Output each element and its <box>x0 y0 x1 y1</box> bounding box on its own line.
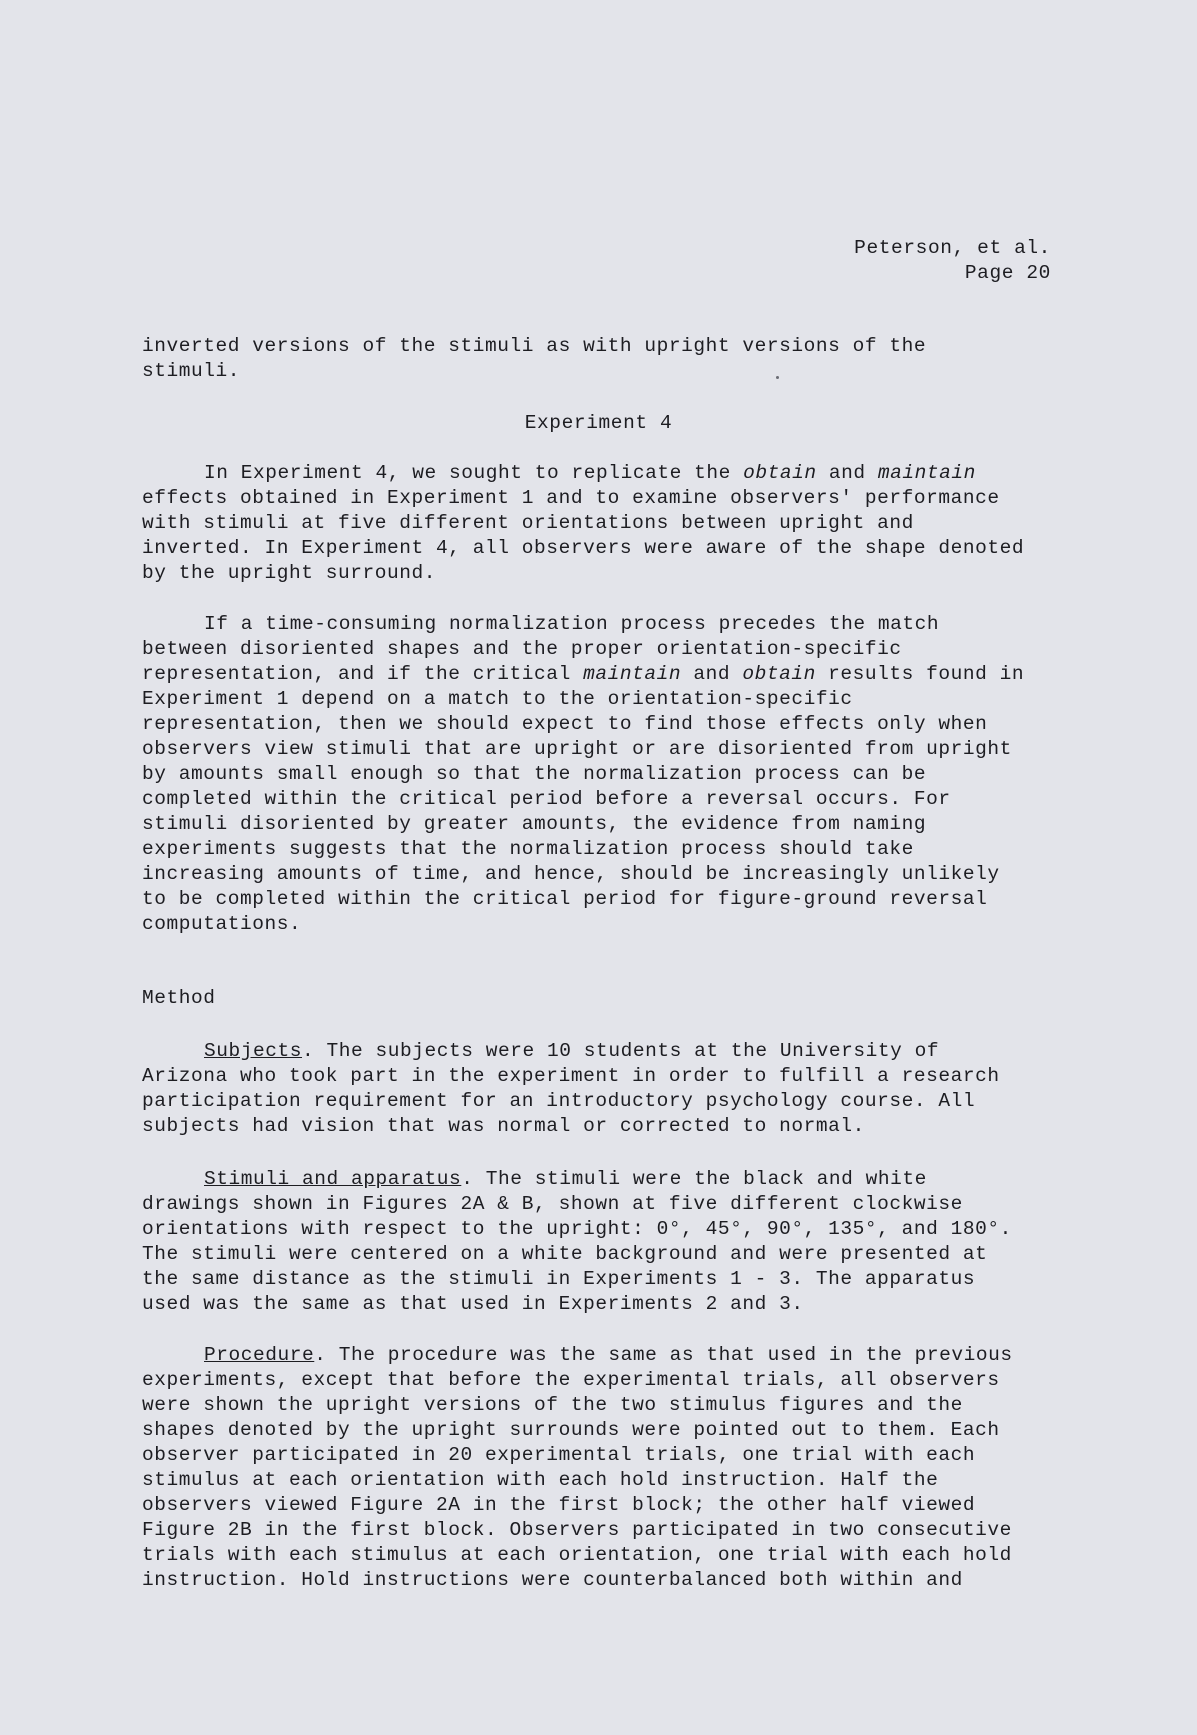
page-header <box>854 236 1051 286</box>
text-line: Stimuli and apparatus. The stimuli were the black and white <box>204 1168 927 1190</box>
subjects-label: Subjects <box>204 1040 303 1062</box>
text-line: with stimuli at five different orientations between upright and <box>142 512 914 534</box>
text-line: participation requirement for an introductory psychology course. All <box>142 1090 976 1112</box>
text-line: Experiment 1 depend on a match to the orientation-specific <box>142 688 853 710</box>
text-line: by the upright surround. <box>142 562 437 584</box>
text-line: inverted. In Experiment 4, all observers were aware of the shape denoted <box>142 537 1025 559</box>
paragraph-intro <box>142 461 1056 586</box>
continuation-paragraph <box>142 334 1056 384</box>
text-line: observers view stimuli that are upright or are disoriented from upright <box>142 738 1012 760</box>
stimuli-label: Stimuli and apparatus <box>204 1168 462 1190</box>
text-line: stimuli disoriented by greater amounts, the evidence from naming <box>142 813 927 835</box>
text-line: orientations with respect to the upright: 0°, 45°, 90°, 135°, and 180°. <box>142 1218 1012 1240</box>
text-line: instruction. Hold instructions were counterbalanced both within and <box>142 1569 963 1591</box>
experiment-heading: Experiment 4 <box>524 412 673 434</box>
procedure-label: Procedure <box>204 1344 315 1366</box>
text-line: stimulus at each orientation with each hold instruction. Half the <box>142 1469 939 1491</box>
text-line: increasing amounts of time, and hence, should be increasingly unlikely <box>142 863 1000 885</box>
text-line: In Experiment 4, we sought to replicate the obtain and maintain <box>204 462 976 484</box>
text-line: drawings shown in Figures 2A & B, shown at five different clockwise <box>142 1193 963 1215</box>
paragraph-stimuli <box>142 1167 1056 1317</box>
text-line: Procedure. The procedure was the same as that used in the previous <box>204 1344 1013 1366</box>
text-line: The stimuli were centered on a white background and were presented at <box>142 1243 988 1265</box>
paragraph-subjects <box>142 1039 1056 1139</box>
text-line: If a time-consuming normalization process precedes the match <box>204 613 940 635</box>
text-line: used was the same as that used in Experiments 2 and 3. <box>142 1293 804 1315</box>
text-line: representation, then we should expect to find those effects only when <box>142 713 988 735</box>
text-line: experiments, except that before the experimental trials, all observers <box>142 1369 1000 1391</box>
text-line: Arizona who took part in the experiment in order to fulfill a research <box>142 1065 1000 1087</box>
text-line: experiments suggests that the normalization process should take <box>142 838 914 860</box>
text-line: trials with each stimulus at each orientation, one trial with each hold <box>142 1544 1012 1566</box>
text-line: inverted versions of the stimuli as with upright versions of the <box>142 335 927 357</box>
text-line: effects obtained in Experiment 1 and to examine observers' performance <box>142 487 1000 509</box>
header-page-number: Page 20 <box>964 262 1051 284</box>
text-line: Subjects. The subjects were 10 students at the University of <box>204 1040 940 1062</box>
text-line: completed within the critical period before a reversal occurs. For <box>142 788 951 810</box>
paragraph-hypothesis <box>142 612 1056 937</box>
header-author: Peterson, et al. <box>854 237 1051 259</box>
paragraph-procedure <box>142 1343 1056 1593</box>
scan-speck <box>776 376 779 379</box>
text-line: subjects had vision that was normal or corrected to normal. <box>142 1115 865 1137</box>
text-line: computations. <box>142 913 302 935</box>
text-line: representation, and if the critical maintain and obtain results found in <box>142 663 1025 685</box>
text-line: stimuli. <box>142 360 241 382</box>
text-line: by amounts small enough so that the normalization process can be <box>142 763 927 785</box>
text-line: shapes denoted by the upright surrounds were pointed out to them. Each <box>142 1419 1000 1441</box>
method-heading: Method <box>142 987 216 1009</box>
text-line: to be completed within the critical period for figure-ground reversal <box>142 888 988 910</box>
text-line: were shown the upright versions of the two stimulus figures and the <box>142 1394 963 1416</box>
text-line: observers viewed Figure 2A in the first block; the other half viewed <box>142 1494 976 1516</box>
text-line: between disoriented shapes and the proper orientation-specific <box>142 638 902 660</box>
text-line: Figure 2B in the first block. Observers participated in two consecutive <box>142 1519 1012 1541</box>
text-line: observer participated in 20 experimental trials, one trial with each <box>142 1444 976 1466</box>
text-line: the same distance as the stimuli in Experiments 1 - 3. The apparatus <box>142 1268 976 1290</box>
